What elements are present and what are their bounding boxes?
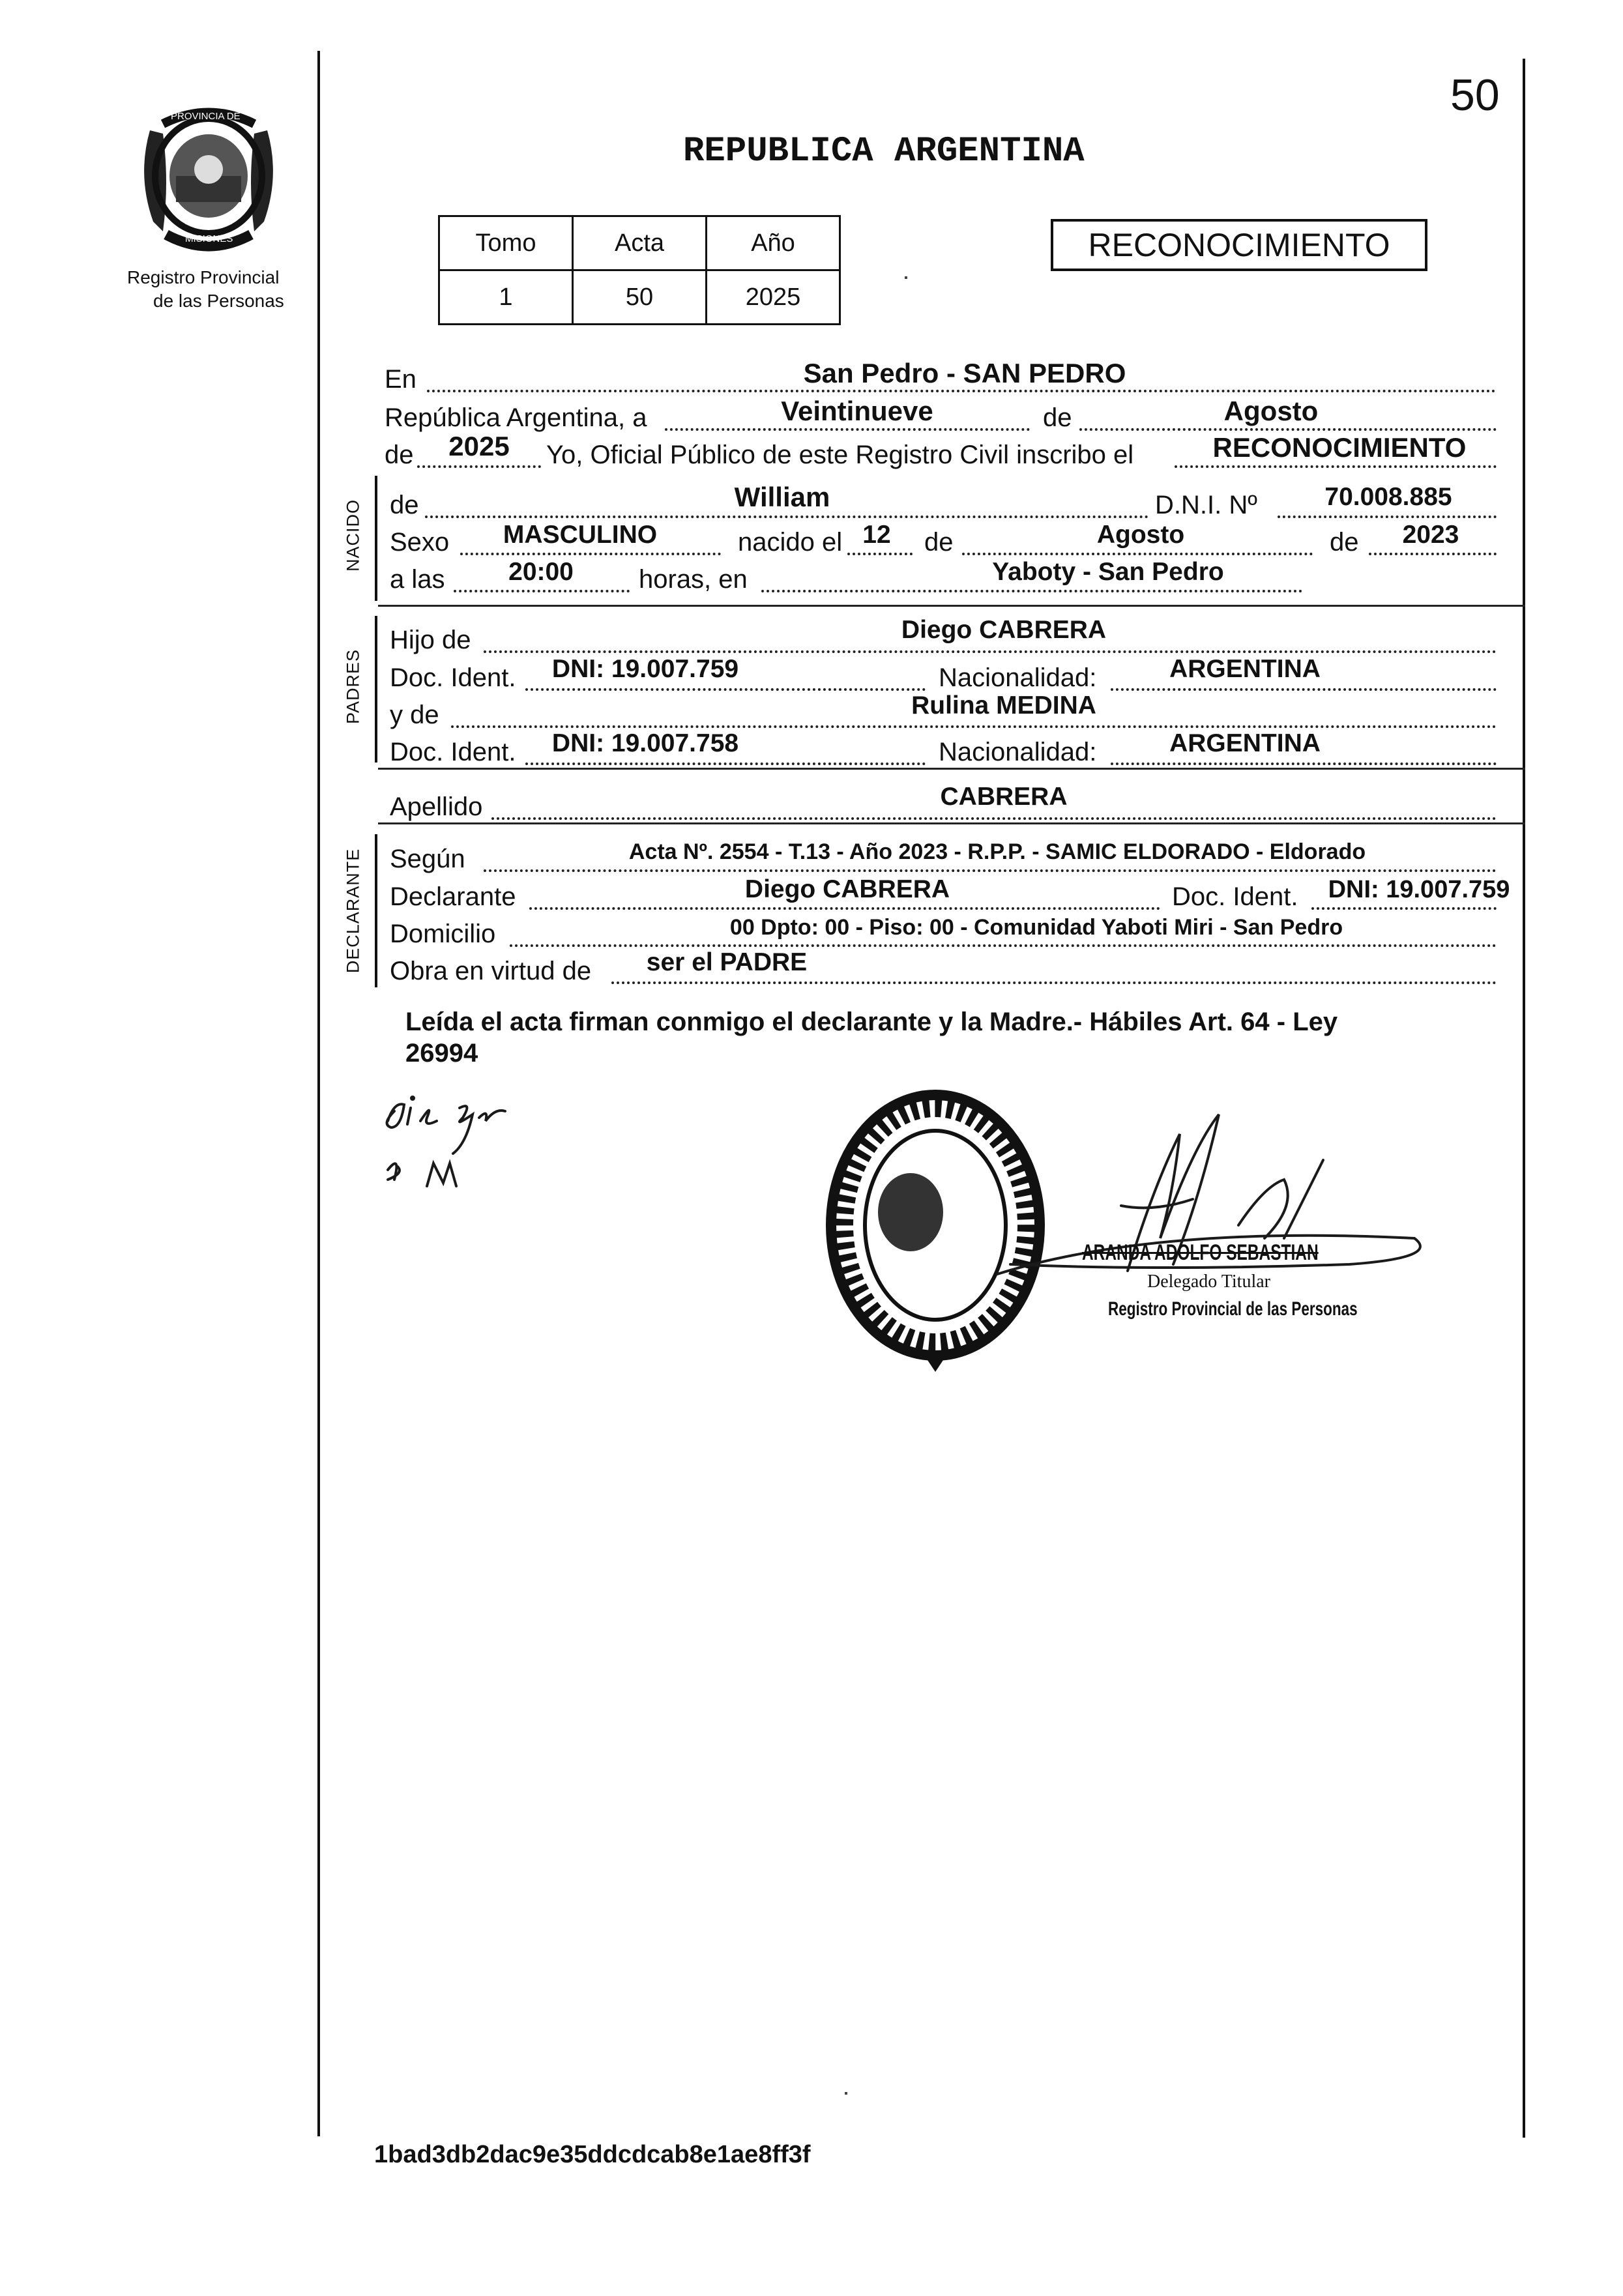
label-de-anio: de <box>385 441 414 469</box>
province-coat-of-arms <box>124 104 293 254</box>
label-doc-declarante: Doc. Ident. <box>1172 882 1298 911</box>
dots-nac-mes <box>962 553 1313 555</box>
tomo-header: Tomo <box>439 216 573 270</box>
label-yo: Yo, Oficial Público de este Registro Civil inscribo el <box>546 441 1134 469</box>
dots-en <box>427 390 1496 392</box>
label-dni: D.N.I. Nº <box>1155 491 1257 519</box>
value-padre: Diego CABRERA <box>901 616 1107 644</box>
value-nac-madre: ARGENTINA <box>1169 729 1321 757</box>
right-margin-line <box>1523 59 1525 2138</box>
value-lugar: San Pedro - SAN PEDRO <box>803 358 1126 388</box>
dots-sexo <box>460 553 721 555</box>
logo-ring-bottom: MISIONES <box>185 233 233 244</box>
label-segun: Según <box>390 845 465 873</box>
dots-nombre <box>425 516 1148 518</box>
side-label-declarante: DECLARANTE <box>343 848 363 974</box>
dots-nac-dia <box>847 553 913 555</box>
acta-header: Acta <box>573 216 707 270</box>
dots-apellido <box>491 817 1497 820</box>
value-nombre: William <box>734 482 830 512</box>
value-sexo: MASCULINO <box>503 521 658 549</box>
anio-header: Año <box>707 216 840 270</box>
dots-dni <box>1278 516 1497 518</box>
handwritten-signature-declarante <box>375 1082 570 1212</box>
label-nac-padre: Nacionalidad: <box>939 663 1097 692</box>
dots-padre <box>484 650 1497 653</box>
dots-nac-padre <box>1111 688 1497 691</box>
tomo-value: 1 <box>439 270 573 325</box>
side-label-nacido: NACIDO <box>343 499 363 572</box>
official-office: Registro Provincial de las Personas <box>1108 1298 1358 1320</box>
label-horas-en: horas, en <box>639 565 748 594</box>
label-republica: República Argentina, a <box>385 403 647 432</box>
value-nac-dia: 12 <box>862 521 891 549</box>
dots-declarante <box>529 907 1160 910</box>
anio-value: 2025 <box>707 270 840 325</box>
record-type: RECONOCIMIENTO <box>1088 227 1390 263</box>
dots-domicilio <box>510 944 1497 947</box>
label-nac-madre: Nacionalidad: <box>939 738 1097 766</box>
label-a-las: a las <box>390 565 445 594</box>
value-doc-madre: DNI: 19.007.758 <box>551 729 739 757</box>
padres-bracket <box>375 616 377 763</box>
registry-name-line2: de las Personas <box>153 291 284 311</box>
value-obra: ser el PADRE <box>646 948 808 976</box>
value-nac-anio: 2023 <box>1402 521 1459 549</box>
closing-text-line2: 26994 <box>405 1039 478 1068</box>
label-doc-madre: Doc. Ident. <box>390 738 516 766</box>
label-obra: Obra en virtud de <box>390 957 592 985</box>
speck <box>905 276 907 279</box>
label-declarante: Declarante <box>390 882 516 911</box>
country-title: REPUBLICA ARGENTINA <box>683 132 1085 171</box>
document-hash: 1bad3db2dac9e35ddcdcab8e1ae8ff3f <box>374 2141 811 2168</box>
dots-madre <box>451 725 1497 728</box>
label-de-nac-mes: de <box>924 528 954 557</box>
value-tipo: RECONOCIMIENTO <box>1212 432 1467 463</box>
label-de-nac-anio: de <box>1330 528 1359 557</box>
value-lugar-nac: Yaboty - San Pedro <box>992 558 1224 586</box>
label-nacido: nacido el <box>738 528 843 557</box>
dots-lugar-nac <box>761 590 1302 592</box>
dots-tipo <box>1175 465 1497 468</box>
value-doc-declarante: DNI: 19.007.759 <box>1328 876 1510 903</box>
declarante-bracket <box>375 834 377 987</box>
side-label-padres: PADRES <box>343 648 363 725</box>
nacido-rule <box>378 605 1525 607</box>
value-nac-mes: Agosto <box>1096 521 1185 549</box>
logo-ring-top: PROVINCIA DE <box>171 111 241 122</box>
dots-obra <box>611 981 1497 984</box>
official-title: Delegado Titular <box>1147 1272 1270 1292</box>
label-y-de: y de <box>390 701 439 729</box>
volume-record-year-table <box>438 215 841 325</box>
dots-segun <box>484 869 1497 872</box>
acta-value: 50 <box>573 270 707 325</box>
label-hijo-de: Hijo de <box>390 626 471 654</box>
label-de-nombre: de <box>390 491 419 519</box>
dots-mes <box>1079 428 1497 431</box>
page-number: 50 <box>1450 70 1500 120</box>
value-mes: Agosto <box>1223 396 1319 426</box>
official-name: ARANDA ADOLFO SEBASTIAN <box>1082 1240 1319 1265</box>
value-apellido: CABRERA <box>940 783 1068 811</box>
label-de-mes: de <box>1043 403 1072 432</box>
dots-nac-madre <box>1111 763 1497 765</box>
value-domicilio: 00 Dpto: 00 - Piso: 00 - Comunidad Yaboti Miri - San Pedro <box>729 915 1343 940</box>
label-sexo: Sexo <box>390 528 450 557</box>
closing-text-line1: Leída el acta firman conmigo el declarante y la Madre.- Hábiles Art. 64 - Ley <box>405 1008 1338 1036</box>
label-domicilio: Domicilio <box>390 920 496 948</box>
dots-nac-anio <box>1369 553 1497 555</box>
nacido-bracket <box>375 476 377 601</box>
value-declarante: Diego CABRERA <box>744 875 950 903</box>
value-doc-padre: DNI: 19.007.759 <box>551 655 739 683</box>
dots-doc-madre <box>525 763 926 765</box>
value-anio: 2025 <box>448 431 510 461</box>
speck <box>845 2092 847 2095</box>
dots-hora <box>454 590 630 592</box>
apellido-rule <box>378 822 1525 824</box>
label-apellido: Apellido <box>390 792 483 821</box>
left-margin-line <box>317 51 320 2136</box>
value-segun: Acta Nº. 2554 - T.13 - Año 2023 - R.P.P. - SAMIC ELDORADO - Eldorado <box>628 839 1366 864</box>
record-type-box <box>1051 219 1427 271</box>
dots-doc-declarante <box>1311 907 1497 910</box>
value-dni: 70.008.885 <box>1324 483 1452 511</box>
value-dia: Veintinueve <box>781 396 933 426</box>
label-en: En <box>385 365 417 394</box>
dots-dia <box>665 428 1030 431</box>
value-hora: 20:00 <box>508 558 574 586</box>
value-nac-padre: ARGENTINA <box>1169 655 1321 683</box>
value-madre: Rulina MEDINA <box>911 691 1096 719</box>
padres-rule <box>378 768 1525 770</box>
dots-anio <box>417 465 541 468</box>
label-doc-padre: Doc. Ident. <box>390 663 516 692</box>
registry-name-line1: Registro Provincial <box>127 267 280 287</box>
